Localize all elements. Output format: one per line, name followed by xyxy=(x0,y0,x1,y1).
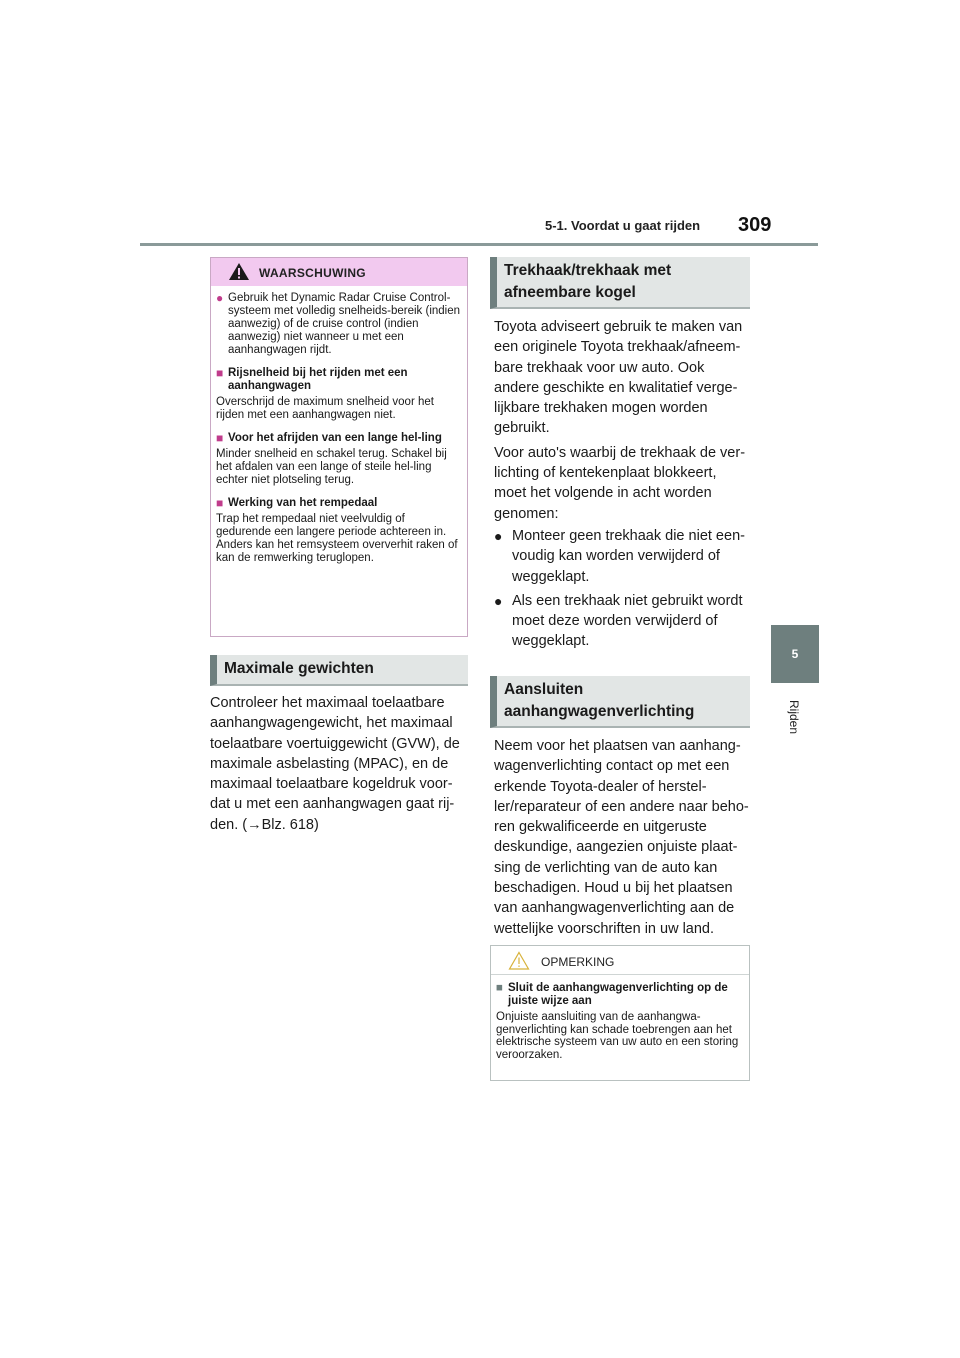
tow-hitch-text xyxy=(494,317,750,652)
list-item xyxy=(494,526,750,587)
chapter-label-container xyxy=(786,690,804,750)
tow-hitch-paragraph: Toyota adviseert gebruik te maken van een originele Toyota trekhaak/afneem-bare trekhaak voor uw auto. Ook andere geschikte en kwalitatief verge-lijkbare trekhaken mogen worden gebruikt. xyxy=(494,319,743,437)
warning-item-heading: Rijsnelheid bij het rijden met een aanhangwagen xyxy=(228,367,408,392)
chapter-tab xyxy=(771,625,819,683)
square-bullet-icon: ■ xyxy=(216,366,224,380)
notice-box xyxy=(490,945,750,1081)
warning-triangle-icon xyxy=(228,262,250,281)
notice-item xyxy=(496,982,743,1007)
notice-text: Onjuiste aansluiting van de aanhangwa-genverlichting kan schade toebrengen aan het elektrische systeem van uw auto en een storing veroorzaken. xyxy=(496,1011,739,1061)
warning-header xyxy=(211,258,467,286)
list-item-text: Als een trekhaak niet gebruikt wordt moet deze worden verwijderd of weggeklapt. xyxy=(512,592,743,650)
warning-item-text: Trap het rempedaal niet veelvuldig of gedurende een langere periode achtereen in. xyxy=(216,513,447,538)
warning-item-text: Anders kan het remsysteem oververhit raken of kan de remwerking teruglopen. xyxy=(216,539,458,564)
chapter-number: 5 xyxy=(791,647,799,661)
warning-item xyxy=(216,497,461,510)
tow-hitch-paragraph: Voor auto's waarbij de trekhaak de ver-lichting of kentekenplaat blokkeert, moet het volgende in acht worden genomen: xyxy=(494,444,746,522)
square-bullet-icon: ■ xyxy=(216,431,224,445)
warning-body xyxy=(211,286,467,565)
warning-box xyxy=(210,257,468,637)
bullet-icon: ● xyxy=(494,592,503,609)
section-title: 5-1. Voordat u gaat rijden xyxy=(545,218,701,233)
warning-item-heading: Werking van het rempedaal xyxy=(228,497,378,509)
trailer-lights-paragraph: Neem voor het plaatsen van aanhang-wagenverlichting contact op met een erkende Toyota-dealer of herstel-ler/reparateur of een andere naar beho-ren gekwalificeerde en uitgeruste deskundige, aangezien onjuiste plaat-sing de verlichting van de auto kan beschadigen. Houd u bij het plaatsen van aanhangwagenverlichting aan de wettelijke voorschriften in uw land. xyxy=(494,738,749,937)
warning-item-heading: Voor het afrijden van een lange hel-ling xyxy=(228,432,442,444)
warning-item-text: Gebruik het Dynamic Radar Cruise Control-systeem met volledig snelheids-bereik (indien aanwezig) of de cruise control (indien aanwezig) niet wanneer u met een aanhangwagen rijdt. xyxy=(228,292,461,356)
notice-body xyxy=(491,975,749,1061)
max-weights-paragraph: Controleer het maximaal toelaatbare aanhangwagengewicht, het maximaal toelaatbare voertuiggewicht (GVW), de maximale asbelasting (MPAC), en de maximaal toelaatbare kogeldruk voor-dat u met een aanhangwagen gaat rij-den. (→Blz. 618) xyxy=(210,695,460,833)
warning-item xyxy=(216,432,461,445)
warning-item-text: Minder snelheid en schakel terug. Schakel bij het afdalen van een lange of steile hel-ling echter niet plotseling terug. xyxy=(216,448,447,486)
warning-item xyxy=(216,367,461,393)
chapter-label: Rijden xyxy=(787,699,801,735)
section-heading-trailer-lights: Aansluiten aanhangwagenverlichting xyxy=(490,676,750,728)
notice-heading: Sluit de aanhangwagenverlichting op de juiste wijze aan xyxy=(508,982,728,1007)
caution-triangle-icon xyxy=(508,951,530,970)
section-heading-max-weights: Maximale gewichten xyxy=(210,655,468,686)
bullet-icon: ● xyxy=(494,527,503,544)
warning-item xyxy=(216,292,461,357)
notice-header xyxy=(491,946,749,975)
square-bullet-icon: ■ xyxy=(216,496,224,510)
header-divider xyxy=(140,243,818,246)
square-bullet-icon: ■ xyxy=(496,982,503,994)
list-item xyxy=(494,591,750,652)
notice-title: OPMERKING xyxy=(541,955,615,969)
page-number: 309 xyxy=(738,214,772,236)
section-heading-tow-hitch: Trekhaak/trekhaak met afneembare kogel xyxy=(490,257,750,309)
circle-bullet-icon: ● xyxy=(216,291,224,305)
list-item-text: Monteer geen trekhaak die niet een-voudig kan worden verwijderd of weggeklapt. xyxy=(512,527,745,585)
warning-item-text: Overschrijd de maximum snelheid voor het rijden met een aanhangwagen niet. xyxy=(216,396,434,421)
warning-title: WAARSCHUWING xyxy=(259,266,366,280)
